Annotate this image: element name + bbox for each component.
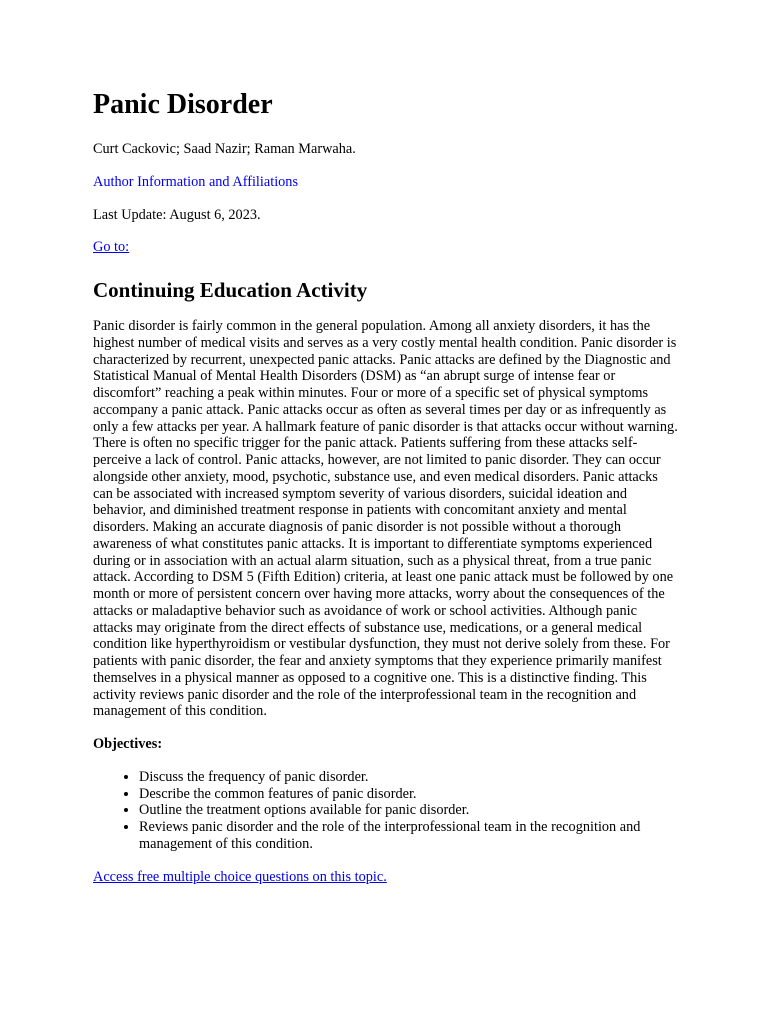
author-info-link[interactable]: Author Information and Affiliations [93,173,299,190]
list-item: • Discuss the frequency of panic disorder. [139,769,678,786]
body-paragraph: Panic disorder is fairly common in the general population. Among all anxiety disorders, it has the highest number of medical visits and serves as a very costly mental health condition. Panic disorder is characterized by recurrent, unexpected panic attacks. Panic attacks are defined by the Diagnostic and Statistical Manual of Mental Health Disorders (DSM) as “an abrupt surge of intense fear or discomfort” reaching a peak within minutes. Four or more of a specific set of physical symptoms accompany a panic attack. Panic attacks occur as often as several times per day or as infrequently as only a few attacks per year. A hallmark feature of panic disorder is that attacks occur without warning. There is often no specific trigger for the panic attack. Patients suffering from these attacks self-perceive a lack of control. Panic attacks, however, are not limited to panic disorder. They can occur alongside other anxiety, mood, psychotic, substance use, and even medical disorders. Panic attacks can be associated with increased symptom severity of various disorders, suicidal ideation and behavior, and diminished treatment response in patients with concomitant anxiety and mental disorders. Making an accurate diagnosis of panic disorder is not possible without a thorough awareness of what constitutes panic attacks. It is important to differentiate symptoms experienced during or in association with an actual alarm situation, such as a physical threat, from a true panic attack. According to DSM 5 (Fifth Edition) criteria, at least one panic attack must be followed by one month or more of persistent concern over having more attacks, worry about the consequences of the attacks or maladaptive behavior such as avoidance of work or school activities. Although panic attacks may originate from the direct effects of substance use, medications, or a general medical condition like hyperthyroidism or vestibular dysfunction, they must not derive solely from these. For patients with panic disorder, the fear and anxiety symptoms that they experience primarily manifest themselves in a physical manner as opposed to a cognitive one. This is a distinctive finding. This activity reviews panic disorder and the role of the interprofessional team in the recognition and management of this condition. [93,318,678,720]
objectives-label: Objectives: [93,736,163,752]
article-content [93,86,678,901]
list-item: • Outline the treatment options available for panic disorder. [139,802,678,819]
author-info-paragraph [93,174,678,191]
objectives-heading [93,736,678,753]
goto-paragraph [93,239,678,256]
mcq-paragraph [93,869,678,886]
list-item: • Describe the common features of panic disorder. [139,786,678,803]
section-heading: Continuing Education Activity [93,278,368,302]
last-update: Last Update: August 6, 2023. [93,206,261,223]
page-title: Panic Disorder [93,89,273,120]
objectives-list [93,769,678,853]
author-list: Curt Cackovic; Saad Nazir; Raman Marwaha. [93,141,356,157]
mcq-link[interactable]: Access free multiple choice questions on this topic. [93,868,387,885]
list-item: • Reviews panic disorder and the role of the interprofessional team in the recognition and management of this condition. [139,819,678,853]
goto-link[interactable]: Go to: [93,239,130,256]
